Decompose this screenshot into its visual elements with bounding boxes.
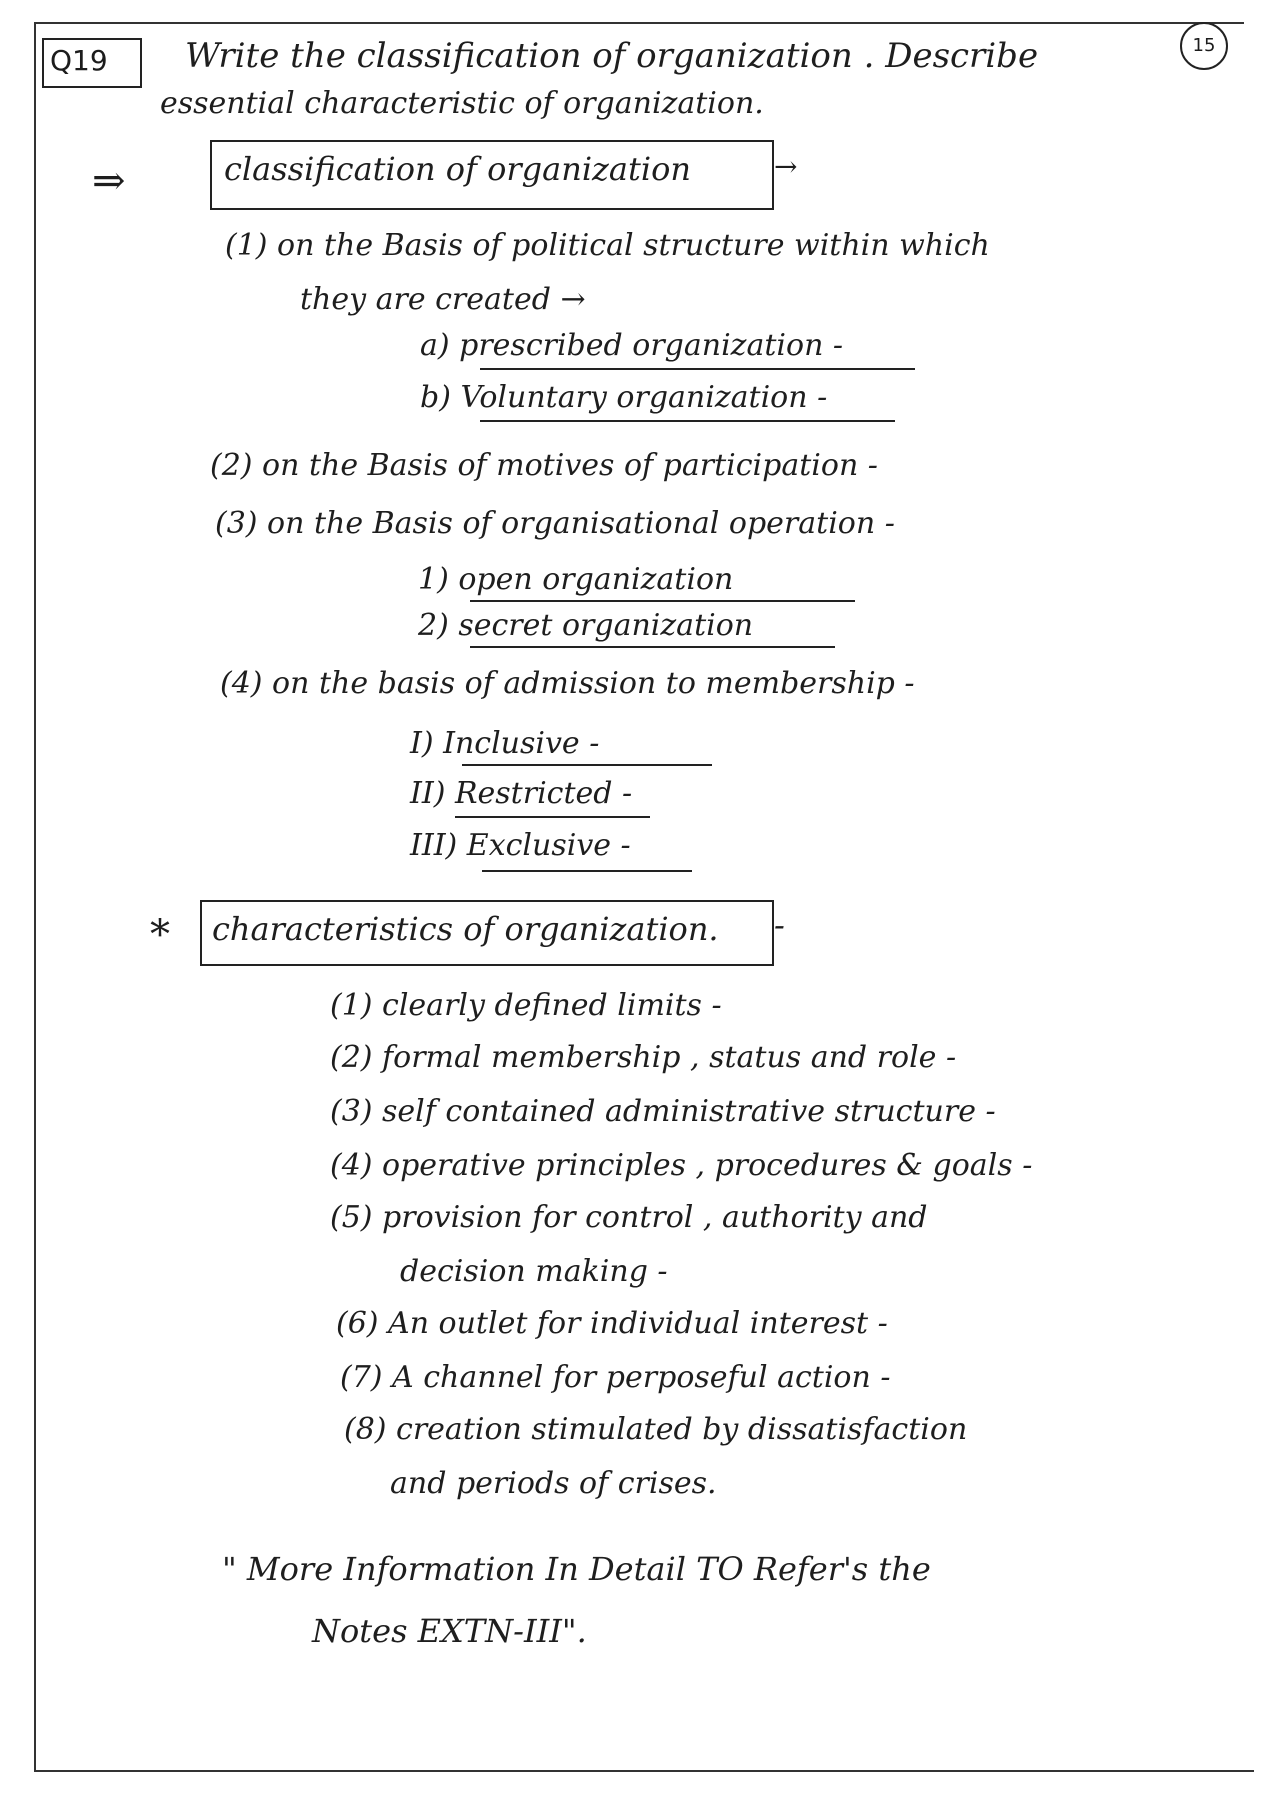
- left-margin-line: [34, 22, 36, 1772]
- subitem-secret: 2) secret organization: [418, 608, 754, 643]
- subitem-restricted: II) Restricted -: [410, 776, 633, 811]
- underline-exclusive: [482, 870, 692, 872]
- underline-restricted: [455, 816, 650, 818]
- classification-heading: classification of organization: [224, 150, 691, 188]
- question-number: Q19: [50, 44, 108, 77]
- subitem-open: 1) open organization: [418, 562, 734, 597]
- classification-item-4: (4) on the basis of admission to membership -: [220, 666, 915, 701]
- subitem-exclusive: III) Exclusive -: [410, 828, 631, 863]
- characteristic-3: (3) self contained administrative structure -: [330, 1094, 996, 1129]
- question-line-2: essential characteristic of organization.: [160, 86, 764, 121]
- subitem-voluntary: b) Voluntary organization -: [420, 380, 828, 415]
- underline-secret: [470, 646, 835, 648]
- classification-item-3: (3) on the Basis of organisational operation -: [215, 506, 895, 541]
- underline-inclusive: [462, 764, 712, 766]
- characteristics-heading-dash: -: [774, 906, 785, 944]
- question-line-1: Write the classification of organization . Describe: [185, 36, 1039, 76]
- page-number: 15: [1180, 22, 1228, 70]
- characteristic-8: (8) creation stimulated by dissatisfaction: [344, 1412, 968, 1447]
- characteristic-8-cont: and periods of crises.: [390, 1466, 717, 1501]
- footer-note-line-2: Notes EXTN-III".: [312, 1612, 587, 1650]
- characteristic-6: (6) An outlet for individual interest -: [336, 1306, 888, 1341]
- classification-item-1: (1) on the Basis of political structure within which: [225, 228, 990, 263]
- heading-arrow: →: [774, 150, 798, 183]
- characteristic-5-cont: decision making -: [400, 1254, 668, 1289]
- characteristic-2: (2) formal membership , status and role -: [330, 1040, 957, 1075]
- question-number-box: [42, 38, 142, 88]
- subitem-prescribed: a) prescribed organization -: [420, 328, 844, 363]
- underline-open: [470, 600, 855, 602]
- characteristic-1: (1) clearly defined limits -: [330, 988, 722, 1023]
- underline-voluntary: [480, 420, 895, 422]
- classification-item-1-cont: they are created →: [300, 282, 586, 317]
- footer-note-line-1: " More Information In Detail TO Refer's the: [222, 1550, 931, 1588]
- top-margin-line: [34, 22, 1244, 24]
- subitem-inclusive: I) Inclusive -: [410, 726, 600, 761]
- underline-prescribed: [480, 368, 915, 370]
- characteristic-5: (5) provision for control , authority and: [330, 1200, 928, 1235]
- classification-item-2: (2) on the Basis of motives of participation -: [210, 448, 878, 483]
- implies-arrow: ⇒: [92, 158, 126, 204]
- characteristics-heading: characteristics of organization.: [212, 910, 719, 948]
- bottom-margin-line: [34, 1770, 1254, 1772]
- characteristic-4: (4) operative principles , procedures & goals -: [330, 1148, 1033, 1183]
- star-bullet: *: [150, 912, 170, 958]
- characteristic-7: (7) A channel for perposeful action -: [340, 1360, 891, 1395]
